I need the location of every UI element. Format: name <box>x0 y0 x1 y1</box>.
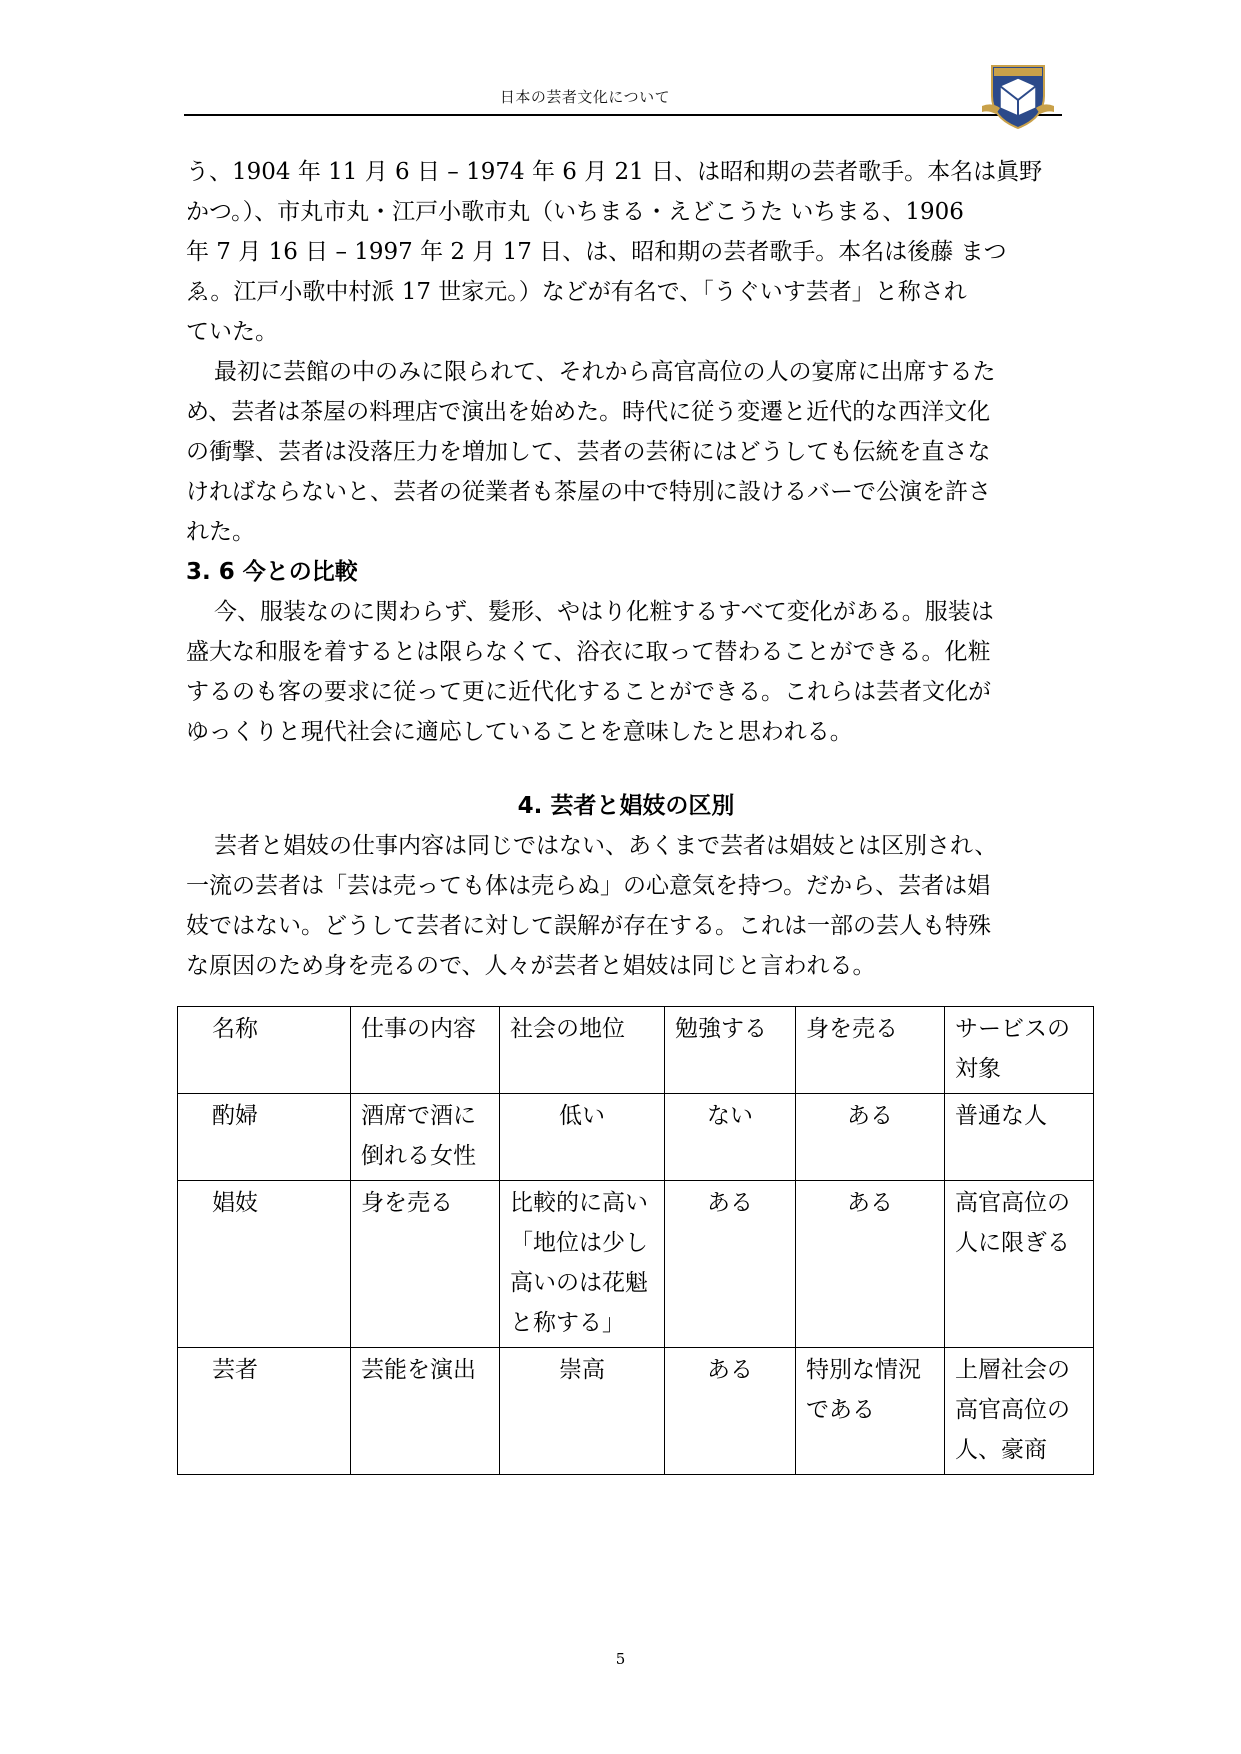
text-line: め、芸者は茶屋の料理店で演出を始めた。時代に従う変遷と近代的な西洋文化 <box>186 399 991 425</box>
table-cell: 低い <box>500 1094 665 1181</box>
table-cell: 娼妓 <box>178 1181 351 1348</box>
text-line: 年 7 月 16 日 – 1997 年 2 月 17 日、は、昭和期の芸者歌手。本名は後藤 まつ <box>186 239 1007 265</box>
text-line: れた。 <box>186 519 255 545</box>
text-line: 一流の芸者は「芸は売っても体は売らぬ」の心意気を持つ。だから、芸者は娼 <box>186 873 991 899</box>
section-heading: 3. 6 今との比較 <box>186 559 358 585</box>
table-cell: ある <box>796 1181 945 1348</box>
paragraph-2 <box>186 352 1066 552</box>
page-number: 5 <box>615 1650 626 1668</box>
paragraph-4 <box>186 826 1066 986</box>
paragraph-1 <box>186 152 1066 352</box>
text-line: 妓ではない。どうして芸者に対して誤解が存在する。これは一部の芸人も特殊 <box>186 913 991 939</box>
table-cell: 特別な情況である <box>796 1348 945 1475</box>
table-cell: ある <box>665 1348 796 1475</box>
text-line: するのも客の要求に従って更に近代化することができる。これらは芸者文化が <box>186 679 991 705</box>
text-line: ければならないと、芸者の従業者も茶屋の中で特別に設けるバーで公演を許さ <box>186 479 991 505</box>
header-title: 日本の芸者文化について <box>499 88 671 106</box>
table-cell: 身を売る <box>351 1181 500 1348</box>
table-header-cell: 身を売る <box>796 1007 945 1094</box>
table-cell: 芸者 <box>178 1348 351 1475</box>
text-line: 最初に芸館の中のみに限られて、それから高官高位の人の宴席に出席するた <box>214 359 996 385</box>
text-line: な原因のため身を売るので、人々が芸者と娼妓は同じと言われる。 <box>186 953 876 979</box>
text-line: 今、服装なのに関わらず、髪形、やはり化粧するすべて変化がある。服装は <box>214 599 994 625</box>
table-cell: 崇高 <box>500 1348 665 1475</box>
document-body <box>186 152 1066 986</box>
table-header-row <box>178 1007 1094 1094</box>
table-row <box>178 1094 1094 1181</box>
header-rule <box>184 114 1060 116</box>
text-line: ゆっくりと現代社会に適応していることを意味したと思われる。 <box>186 719 853 745</box>
table-header-cell: 仕事の内容 <box>351 1007 500 1094</box>
chapter-heading: 4. 芸者と娼妓の区別 <box>517 793 735 819</box>
text-line: 盛大な和服を着するとは限らなくて、浴衣に取って替わることができる。化粧 <box>186 639 991 665</box>
table-header-cell: 勉強する <box>665 1007 796 1094</box>
table-cell: ない <box>665 1094 796 1181</box>
table-cell: 上層社会の高官高位の人、豪商 <box>945 1348 1094 1475</box>
table-header-cell: 社会の地位 <box>500 1007 665 1094</box>
text-line: かつ。）、市丸市丸・江戸小歌市丸（いちまる・えどこうた いちまる、1906 <box>186 199 964 225</box>
table-row <box>178 1181 1094 1348</box>
text-line: 芸者と娼妓の仕事内容は同じではない、あくまで芸者は娼妓とは区別され、 <box>214 833 998 859</box>
table-cell: ある <box>665 1181 796 1348</box>
table-cell: 芸能を演出 <box>351 1348 500 1475</box>
table-cell: 普通な人 <box>945 1094 1094 1181</box>
paragraph-3 <box>186 592 1066 752</box>
text-line: の衝撃、芸者は没落圧力を増加して、芸者の芸術にはどうしても伝統を直さな <box>186 439 991 465</box>
table-cell: 高官高位の人に限ぎる <box>945 1181 1094 1348</box>
text-line: ゑ。江戸小歌中村派 17 世家元。）などが有名で、「うぐいす芸者」と称され <box>186 279 967 305</box>
table-header-cell: 名称 <box>178 1007 351 1094</box>
table-cell: 比較的に高い「地位は少し高いのは花魁と称する」 <box>500 1181 665 1348</box>
text-line: ていた。 <box>186 319 278 345</box>
table-header-cell: サービスの対象 <box>945 1007 1094 1094</box>
table-row <box>178 1348 1094 1475</box>
table-cell: 酌婦 <box>178 1094 351 1181</box>
table-cell: 酒席で酒に倒れる女性 <box>351 1094 500 1181</box>
comparison-table <box>177 1006 1094 1475</box>
university-crest-icon <box>980 56 1056 132</box>
table-cell: ある <box>796 1094 945 1181</box>
text-line: う、1904 年 11 月 6 日 – 1974 年 6 月 21 日、は昭和期の芸者歌手。本名は眞野 <box>186 159 1043 185</box>
